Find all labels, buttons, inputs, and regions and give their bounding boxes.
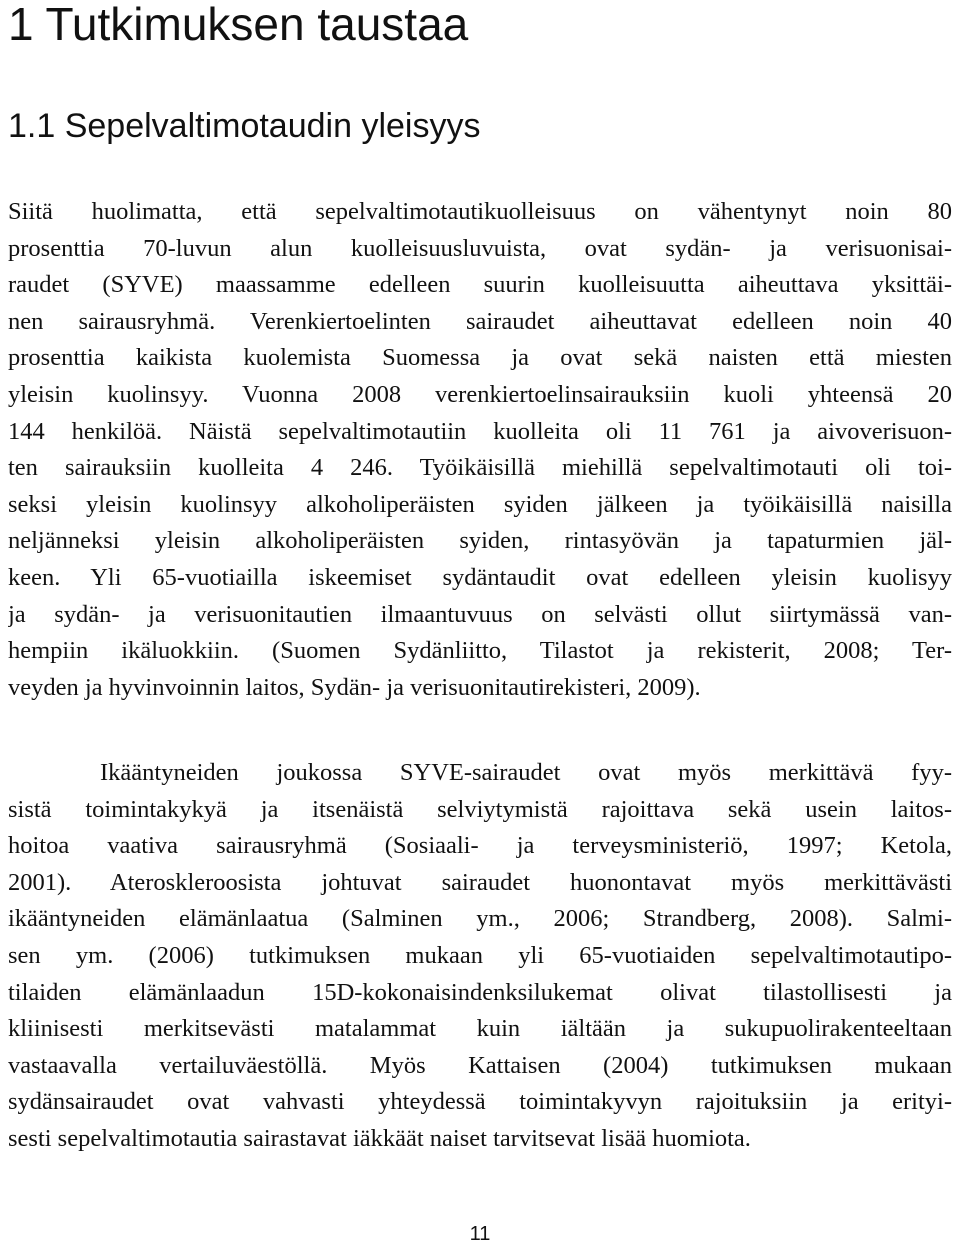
paragraph-1 xyxy=(8,194,952,706)
text-line: neljänneksi yleisin alkoholiperäisten syiden, rintasyövän ja tapaturmien jäl- xyxy=(8,527,952,555)
chapter-heading: 1 Tutkimuksen taustaa xyxy=(8,0,469,50)
text-line: raudet (SYVE) maassamme edelleen suurin kuolleisuutta aiheuttava yksittäi- xyxy=(8,271,952,299)
text-line: prosenttia kaikista kuolemista Suomessa ja ovat sekä naisten että miesten xyxy=(8,344,952,372)
text-line: ikääntyneiden elämänlaatua (Salminen ym., 2006; Strandberg, 2008). Salmi- xyxy=(8,905,952,933)
text-line: ten sairauksiin kuolleita 4 246. Työikäisillä miehillä sepelvaltimotauti oli toi- xyxy=(8,454,952,482)
text-line: sistä toimintakykyä ja itsenäistä selviytymistä rajoittava sekä usein laitos- xyxy=(8,795,952,823)
text-line: 144 henkilöä. Näistä sepelvaltimotautiin kuolleita oli 11 761 ja aivoverisuon- xyxy=(8,417,952,445)
text-line: sen ym. (2006) tutkimuksen mukaan yli 65-vuotiaiden sepelvaltimotautipo- xyxy=(8,941,952,969)
text-line: sydänsairaudet ovat vahvasti yhteydessä toimintakyvyn rajoituksiin ja erityi- xyxy=(8,1088,952,1116)
text-line: sesti sepelvaltimotautia sairastavat iäkkäät naiset tarvitsevat lisää huomiota. xyxy=(8,1124,751,1152)
text-line: 2001). Ateroskleroosista johtuvat sairaudet huonontavat myös merkittävästi xyxy=(8,868,952,896)
text-line: prosenttia 70-luvun alun kuolleisuusluvuista, ovat sydän- ja verisuonisai- xyxy=(8,234,952,262)
text-line: tilaiden elämänlaadun 15D-kokonaisindenksilukemat olivat tilastollisesti ja xyxy=(8,978,952,1006)
text-line: hempiin ikäluokkiin. (Suomen Sydänliitto, Tilastot ja rekisterit, 2008; Ter- xyxy=(8,637,952,665)
text-line: keen. Yli 65-vuotiailla iskeemiset sydäntaudit ovat edelleen yleisin kuolisyy xyxy=(8,563,952,591)
paragraph-2 xyxy=(8,755,952,1158)
text-line: Ikääntyneiden joukossa SYVE-sairaudet ovat myös merkittävä fyy- xyxy=(100,759,952,786)
page-number: 11 xyxy=(469,1223,491,1245)
text-line: yleisin kuolinsyy. Vuonna 2008 verenkiertoelinsairauksiin kuoli yhteensä 20 xyxy=(8,380,952,408)
text-line: veyden ja hyvinvoinnin laitos, Sydän- ja verisuonitautirekisteri, 2009). xyxy=(8,673,701,701)
text-line: seksi yleisin kuolinsyy alkoholiperäisten syiden jälkeen ja työikäisillä naisilla xyxy=(8,490,952,518)
text-line: hoitoa vaativa sairausryhmä (Sosiaali- ja terveysministeriö, 1997; Ketola, xyxy=(8,832,952,860)
section-heading: 1.1 Sepelvaltimotaudin yleisyys xyxy=(8,107,481,145)
text-line: ja sydän- ja verisuonitautien ilmaantuvuus on selvästi ollut siirtymässä van- xyxy=(8,600,952,628)
text-line: kliinisesti merkitsevästi matalammat kuin iältään ja sukupuolirakenteeltaan xyxy=(8,1015,952,1043)
text-line: Siitä huolimatta, että sepelvaltimotautikuolleisuus on vähentynyt noin 80 xyxy=(8,198,952,225)
text-line: nen sairausryhmä. Verenkiertoelinten sairaudet aiheuttavat edelleen noin 40 xyxy=(8,307,952,335)
text-line: vastaavalla vertailuväestöllä. Myös Kattaisen (2004) tutkimuksen mukaan xyxy=(8,1051,952,1079)
